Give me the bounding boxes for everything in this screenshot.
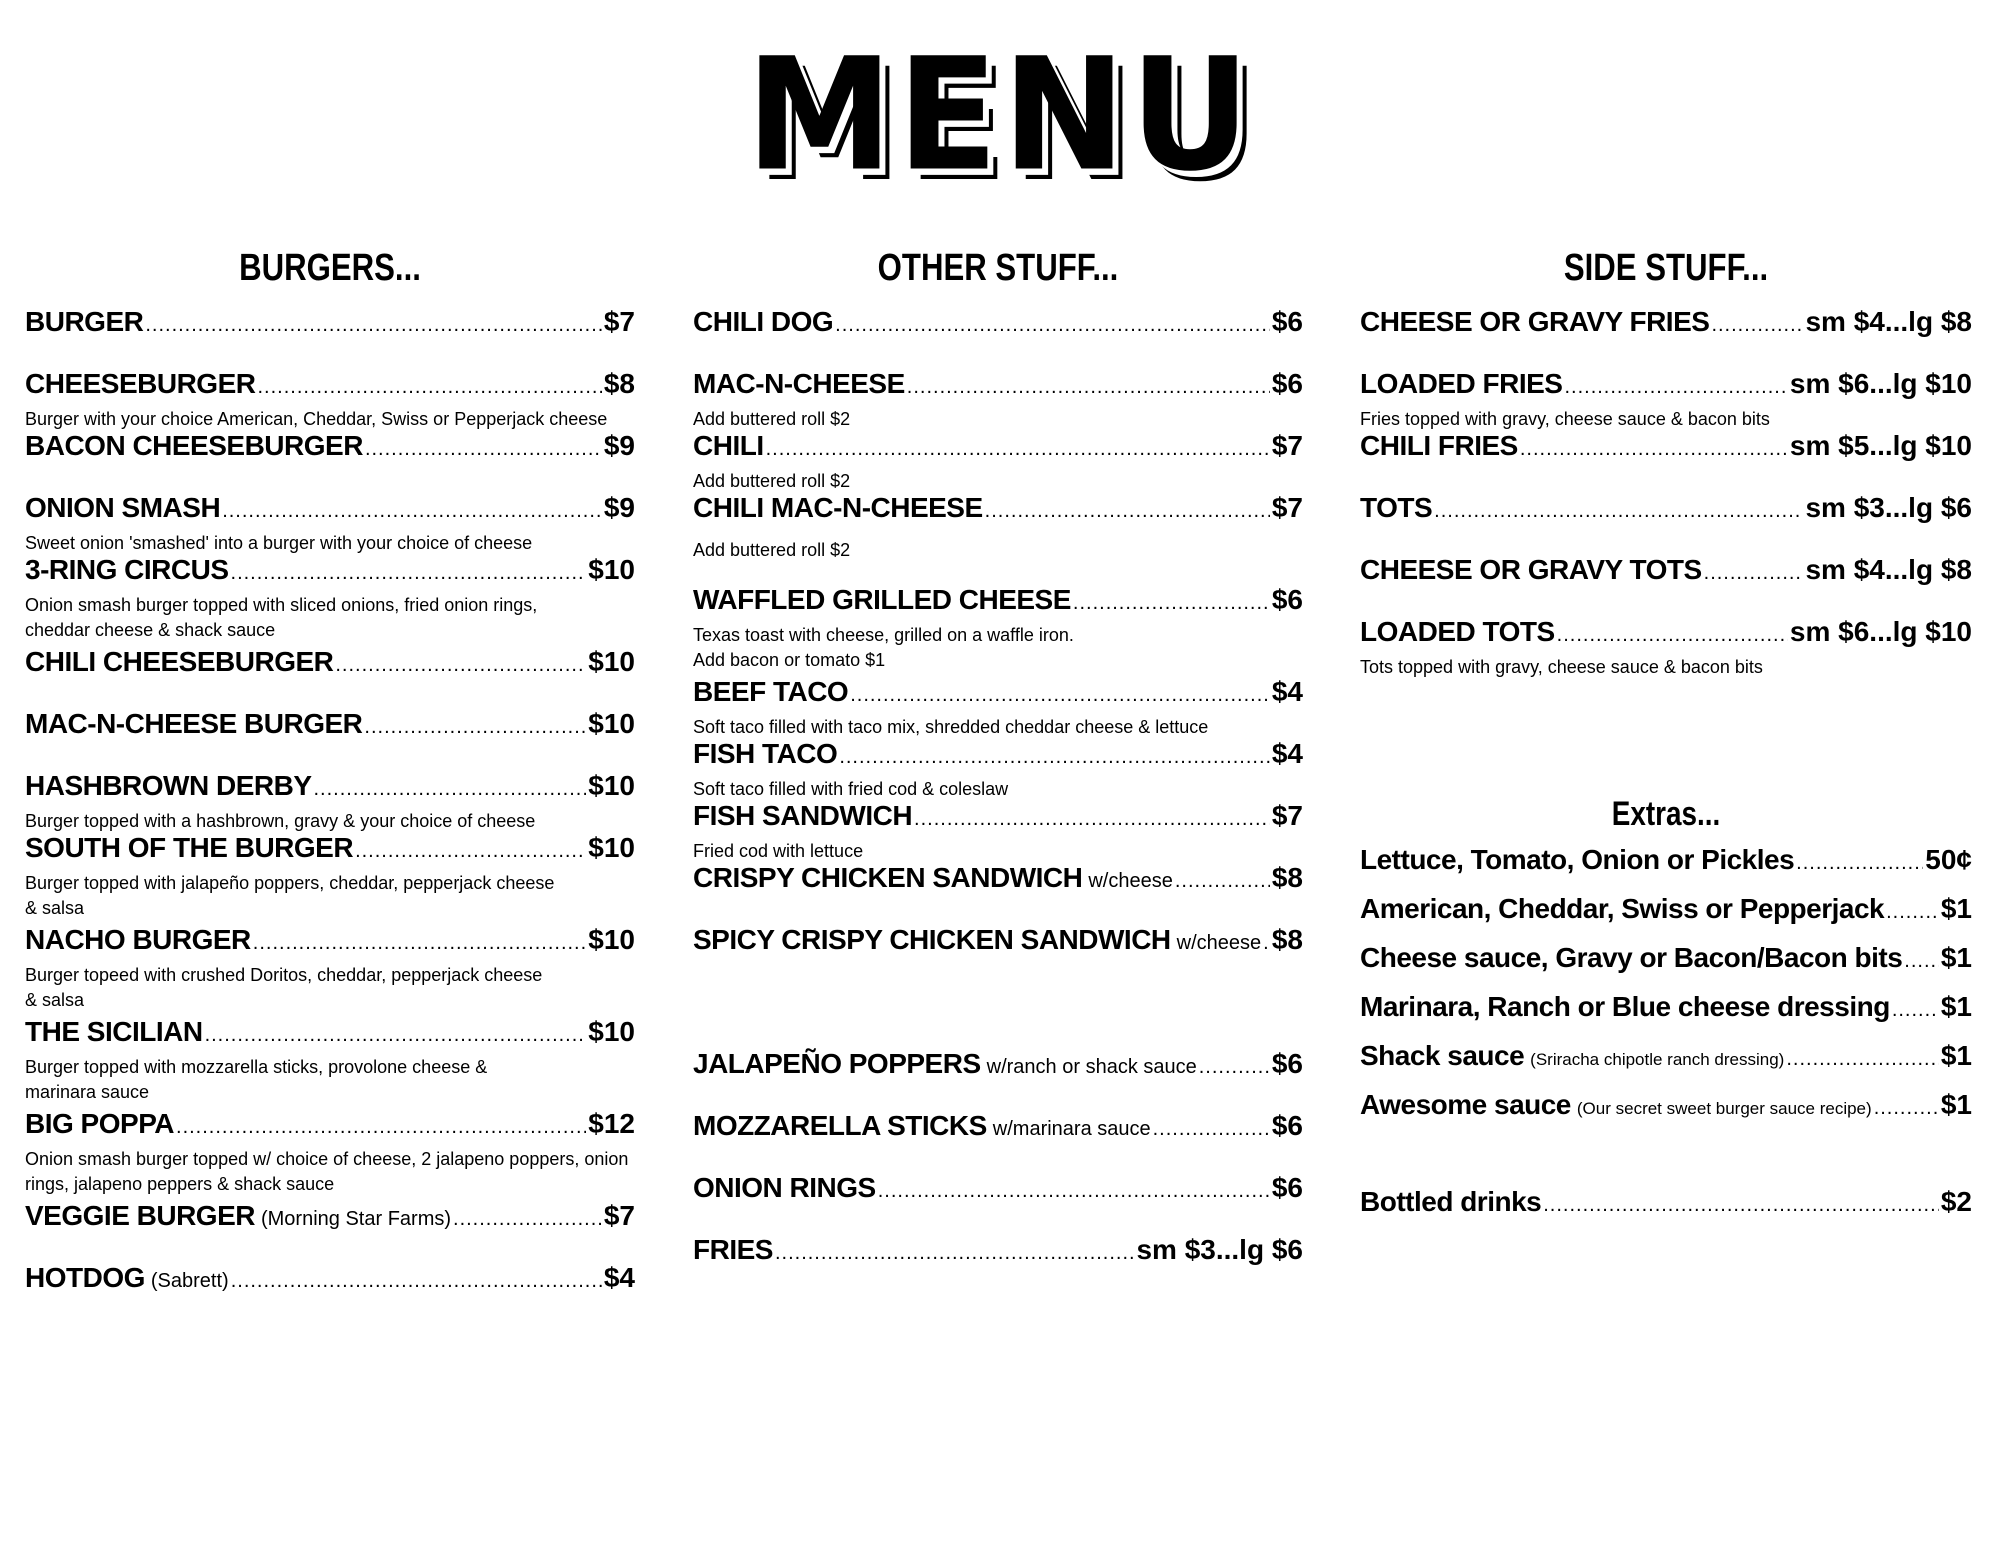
item-name: MAC-N-CHEESE BURGER bbox=[25, 708, 363, 739]
item-price: $10 bbox=[588, 646, 635, 677]
extra-item-dressings bbox=[1360, 991, 1972, 1029]
menu-item-mac-n-cheese bbox=[693, 368, 1303, 431]
item-name: TOTS bbox=[1360, 492, 1433, 523]
leader-dots bbox=[355, 840, 586, 863]
item-note: w/ranch or shack sauce bbox=[986, 1056, 1197, 1078]
item-name: BEEF TACO bbox=[693, 676, 849, 707]
menu-item-chili-mac-n-cheese bbox=[693, 492, 1303, 562]
item-price: $8 bbox=[1271, 924, 1303, 955]
extra-item-sauces-bacon bbox=[1360, 942, 1972, 980]
extra-item-toppings bbox=[1360, 844, 1972, 882]
item-name: CHILI FRIES bbox=[1360, 430, 1518, 461]
extra-item-bottled-drinks bbox=[1360, 1186, 1972, 1224]
menu-item-fish-taco bbox=[693, 738, 1303, 801]
item-description: & salsa bbox=[25, 990, 85, 1010]
leader-dots bbox=[1557, 624, 1788, 647]
item-price: $2 bbox=[1940, 1186, 1972, 1217]
item-description: cheddar cheese & shack sauce bbox=[25, 620, 276, 640]
item-description: Add bacon or tomato $1 bbox=[693, 650, 886, 670]
item-price: $9 bbox=[603, 492, 635, 523]
item-description: Burger topped with a hashbrown, gravy & your choice of cheese bbox=[25, 811, 536, 831]
item-description: Add buttered roll $2 bbox=[693, 540, 851, 560]
item-price: $6 bbox=[1271, 1110, 1303, 1141]
item-price: $4 bbox=[603, 1262, 635, 1293]
item-price: sm $4...lg $8 bbox=[1805, 306, 1972, 337]
menu-item-fries bbox=[693, 1234, 1303, 1272]
other-stuff-heading: OTHER STUFF... bbox=[877, 247, 1119, 289]
item-name: CHEESE OR GRAVY TOTS bbox=[1360, 554, 1702, 585]
item-price: $10 bbox=[588, 770, 635, 801]
leader-dots bbox=[878, 1180, 1270, 1203]
item-description: Burger topeed with crushed Doritos, cheddar, pepperjack cheese bbox=[25, 965, 543, 985]
menu-item-spicy-crispy-chicken-sandwich bbox=[693, 924, 1303, 962]
menu-item-waffled-grilled-cheese bbox=[693, 584, 1303, 672]
leader-dots bbox=[1904, 950, 1939, 973]
item-price: sm $6...lg $10 bbox=[1789, 616, 1972, 647]
leader-dots bbox=[1175, 870, 1270, 893]
leader-dots bbox=[1786, 1048, 1939, 1071]
item-price: sm $3...lg $6 bbox=[1805, 492, 1972, 523]
menu-item-cheese-or-gravy-fries bbox=[1360, 306, 1972, 344]
item-description: Tots topped with gravy, cheese sauce & bacon bits bbox=[1360, 657, 1763, 677]
item-description: rings, jalapeno peppers & shack sauce bbox=[25, 1174, 335, 1194]
item-price: $7 bbox=[1271, 430, 1303, 461]
menu-item-mac-n-cheese-burger bbox=[25, 708, 635, 746]
item-name: HASHBROWN DERBY bbox=[25, 770, 312, 801]
menu-item-veggie-burger bbox=[25, 1200, 635, 1238]
item-price: $7 bbox=[603, 1200, 635, 1231]
item-name: ONION RINGS bbox=[693, 1172, 876, 1203]
menu-item-hashbrown-derby bbox=[25, 770, 635, 833]
leader-dots bbox=[364, 716, 586, 739]
item-description: Soft taco filled with fried cod & coleslaw bbox=[693, 779, 1009, 799]
leader-dots bbox=[1886, 901, 1939, 924]
item-description: Burger topped with jalapeño poppers, cheddar, pepperjack cheese bbox=[25, 873, 555, 893]
item-price: $6 bbox=[1271, 368, 1303, 399]
menu-item-chili-cheeseburger bbox=[25, 646, 635, 684]
leader-dots bbox=[907, 376, 1270, 399]
leader-dots bbox=[766, 438, 1270, 461]
item-description: Burger with your choice American, Cheddar, Swiss or Pepperjack cheese bbox=[25, 409, 608, 429]
leader-dots bbox=[775, 1242, 1134, 1265]
item-description: Fries topped with gravy, cheese sauce & bacon bits bbox=[1360, 409, 1770, 429]
item-name: WAFFLED GRILLED CHEESE bbox=[693, 584, 1071, 615]
item-name: VEGGIE BURGER bbox=[25, 1200, 255, 1231]
leader-dots bbox=[1434, 500, 1803, 523]
item-name: Bottled drinks bbox=[1360, 1186, 1542, 1217]
menu-item-onion-rings bbox=[693, 1172, 1303, 1210]
menu-item-hotdog bbox=[25, 1262, 635, 1300]
menu-item-fish-sandwich bbox=[693, 800, 1303, 863]
menu-item-big-poppa bbox=[25, 1108, 635, 1196]
item-price: sm $6...lg $10 bbox=[1789, 368, 1972, 399]
menu-item-chili-fries bbox=[1360, 430, 1972, 468]
item-name: CHILI DOG bbox=[693, 306, 834, 337]
item-description: Sweet onion 'smashed' into a burger with your choice of cheese bbox=[25, 533, 533, 553]
item-description: Texas toast with cheese, grilled on a waffle iron. bbox=[693, 625, 1074, 645]
menu-item-burger bbox=[25, 306, 635, 344]
item-note: (Morning Star Farms) bbox=[260, 1208, 452, 1230]
item-price: $1 bbox=[1940, 1040, 1972, 1071]
menu-item-mozzarella-sticks bbox=[693, 1110, 1303, 1148]
item-name: NACHO BURGER bbox=[25, 924, 251, 955]
item-price: $4 bbox=[1271, 676, 1303, 707]
item-description: Soft taco filled with taco mix, shredded cheddar cheese & lettuce bbox=[693, 717, 1209, 737]
leader-dots bbox=[176, 1116, 586, 1139]
menu-item-bacon-cheeseburger bbox=[25, 430, 635, 468]
leader-dots bbox=[145, 314, 602, 337]
leader-dots bbox=[205, 1024, 587, 1047]
leader-dots bbox=[985, 500, 1270, 523]
leader-dots bbox=[835, 314, 1270, 337]
menu-item-cheese-or-gravy-tots bbox=[1360, 554, 1972, 592]
leader-dots bbox=[1704, 562, 1804, 585]
item-name: JALAPEÑO POPPERS bbox=[693, 1048, 981, 1079]
leader-dots bbox=[1874, 1097, 1939, 1120]
item-name: LOADED TOTS bbox=[1360, 616, 1555, 647]
item-price: $7 bbox=[1271, 800, 1303, 831]
item-price: $1 bbox=[1940, 991, 1972, 1022]
item-price: $8 bbox=[603, 368, 635, 399]
leader-dots bbox=[1564, 376, 1787, 399]
item-name: FRIES bbox=[693, 1234, 773, 1265]
item-price: $12 bbox=[588, 1108, 635, 1139]
leader-dots bbox=[914, 808, 1270, 831]
item-name: Lettuce, Tomato, Onion or Pickles bbox=[1360, 844, 1795, 875]
item-name: CHILI bbox=[693, 430, 764, 461]
leader-dots bbox=[314, 778, 587, 801]
item-name: SOUTH OF THE BURGER bbox=[25, 832, 354, 863]
item-name: ONION SMASH bbox=[25, 492, 221, 523]
item-name: MAC-N-CHEESE bbox=[693, 368, 905, 399]
item-description: Add buttered roll $2 bbox=[693, 409, 851, 429]
leader-dots bbox=[253, 932, 587, 955]
item-name: CHEESE OR GRAVY FRIES bbox=[1360, 306, 1710, 337]
item-name: LOADED FRIES bbox=[1360, 368, 1563, 399]
leader-dots bbox=[839, 746, 1270, 769]
item-price: $7 bbox=[603, 306, 635, 337]
item-description: Fried cod with lettuce bbox=[693, 841, 864, 861]
item-name: Marinara, Ranch or Blue cheese dressing bbox=[1360, 991, 1890, 1022]
item-price: sm $5...lg $10 bbox=[1789, 430, 1972, 461]
item-price: $4 bbox=[1271, 738, 1303, 769]
item-price: 50¢ bbox=[1925, 844, 1972, 875]
menu-item-loaded-fries bbox=[1360, 368, 1972, 431]
item-price: $8 bbox=[1271, 862, 1303, 893]
menu-item-onion-smash bbox=[25, 492, 635, 555]
menu-item-beef-taco bbox=[693, 676, 1303, 739]
item-name: THE SICILIAN bbox=[25, 1016, 203, 1047]
item-note: w/cheese bbox=[1176, 932, 1262, 954]
item-description: marinara sauce bbox=[25, 1082, 150, 1102]
item-price: $10 bbox=[588, 924, 635, 955]
item-price: $6 bbox=[1271, 306, 1303, 337]
item-price: $7 bbox=[1271, 492, 1303, 523]
menu-item-tots bbox=[1360, 492, 1972, 530]
item-name: BIG POPPA bbox=[25, 1108, 175, 1139]
item-description: Onion smash burger topped w/ choice of cheese, 2 jalapeno poppers, onion bbox=[25, 1149, 629, 1169]
leader-dots bbox=[1892, 999, 1939, 1022]
item-name: MOZZARELLA STICKS bbox=[693, 1110, 987, 1141]
item-price: sm $4...lg $8 bbox=[1805, 554, 1972, 585]
item-name: BACON CHEESEBURGER bbox=[25, 430, 363, 461]
item-price: $6 bbox=[1271, 584, 1303, 615]
leader-dots bbox=[1153, 1118, 1270, 1141]
item-price: $9 bbox=[603, 430, 635, 461]
leader-dots bbox=[1796, 852, 1923, 875]
item-name: American, Cheddar, Swiss or Pepperjack bbox=[1360, 893, 1885, 924]
leader-dots bbox=[231, 562, 587, 585]
menu-item-the-sicilian bbox=[25, 1016, 635, 1104]
item-price: $6 bbox=[1271, 1048, 1303, 1079]
item-price: $1 bbox=[1940, 1089, 1972, 1120]
leader-dots bbox=[1199, 1056, 1270, 1079]
item-description: Onion smash burger topped with sliced onions, fried onion rings, bbox=[25, 595, 538, 615]
leader-dots bbox=[850, 684, 1270, 707]
item-name: Shack sauce bbox=[1360, 1040, 1525, 1071]
side-stuff-heading: SIDE STUFF... bbox=[1563, 247, 1769, 289]
item-name: FISH SANDWICH bbox=[693, 800, 913, 831]
leader-dots bbox=[1520, 438, 1788, 461]
item-name: CHEESEBURGER bbox=[25, 368, 256, 399]
leader-dots bbox=[231, 1270, 602, 1293]
item-name: CHILI CHEESEBURGER bbox=[25, 646, 334, 677]
leader-dots bbox=[1543, 1194, 1939, 1217]
item-price: $6 bbox=[1271, 1172, 1303, 1203]
leader-dots bbox=[335, 654, 586, 677]
item-price: $10 bbox=[588, 708, 635, 739]
item-name: SPICY CRISPY CHICKEN SANDWICH bbox=[693, 924, 1171, 955]
extras-heading: Extras... bbox=[1611, 795, 1721, 833]
page-title: MENU bbox=[745, 24, 1255, 206]
item-name: BURGER bbox=[25, 306, 144, 337]
item-note: (Our secret sweet burger sauce recipe) bbox=[1576, 1099, 1872, 1118]
menu-item-jalapeno-poppers bbox=[693, 1048, 1303, 1086]
item-price: $10 bbox=[588, 554, 635, 585]
menu-item-nacho-burger bbox=[25, 924, 635, 1012]
menu-item-loaded-tots bbox=[1360, 616, 1972, 679]
menu-item-chili bbox=[693, 430, 1303, 493]
item-note: w/marinara sauce bbox=[992, 1118, 1151, 1140]
item-name: HOTDOG bbox=[25, 1262, 145, 1293]
item-price: $10 bbox=[588, 1016, 635, 1047]
item-price: $1 bbox=[1940, 893, 1972, 924]
item-note: (Sabrett) bbox=[150, 1270, 229, 1292]
item-name: CRISPY CHICKEN SANDWICH bbox=[693, 862, 1083, 893]
item-description: Burger topped with mozzarella sticks, provolone cheese & bbox=[25, 1057, 488, 1077]
item-price: sm $3...lg $6 bbox=[1136, 1234, 1303, 1265]
extra-item-awesome-sauce bbox=[1360, 1089, 1972, 1127]
item-price: $10 bbox=[588, 832, 635, 863]
item-note: (Sriracha chipotle ranch dressing) bbox=[1530, 1050, 1785, 1069]
leader-dots bbox=[1263, 932, 1270, 955]
menu-item-crispy-chicken-sandwich bbox=[693, 862, 1303, 900]
menu-item-chili-dog bbox=[693, 306, 1303, 344]
leader-dots bbox=[1711, 314, 1803, 337]
leader-dots bbox=[1073, 592, 1270, 615]
extra-item-cheese bbox=[1360, 893, 1972, 931]
item-price: $1 bbox=[1940, 942, 1972, 973]
item-name: CHILI MAC-N-CHEESE bbox=[693, 492, 983, 523]
extra-item-shack-sauce bbox=[1360, 1040, 1972, 1078]
item-name: Awesome sauce bbox=[1360, 1089, 1571, 1120]
item-name: Cheese sauce, Gravy or Bacon/Bacon bits bbox=[1360, 942, 1903, 973]
leader-dots bbox=[222, 500, 602, 523]
burgers-heading: BURGERS... bbox=[239, 247, 421, 289]
leader-dots bbox=[257, 376, 601, 399]
item-description: Add buttered roll $2 bbox=[693, 471, 851, 491]
leader-dots bbox=[453, 1208, 602, 1231]
item-name: FISH TACO bbox=[693, 738, 838, 769]
item-note: w/cheese bbox=[1088, 870, 1173, 892]
menu-item-cheeseburger bbox=[25, 368, 635, 431]
leader-dots bbox=[365, 438, 602, 461]
menu-item-3-ring-circus bbox=[25, 554, 635, 642]
menu-item-south-of-the-burger bbox=[25, 832, 635, 920]
item-description: & salsa bbox=[25, 898, 85, 918]
item-name: 3-RING CIRCUS bbox=[25, 554, 229, 585]
